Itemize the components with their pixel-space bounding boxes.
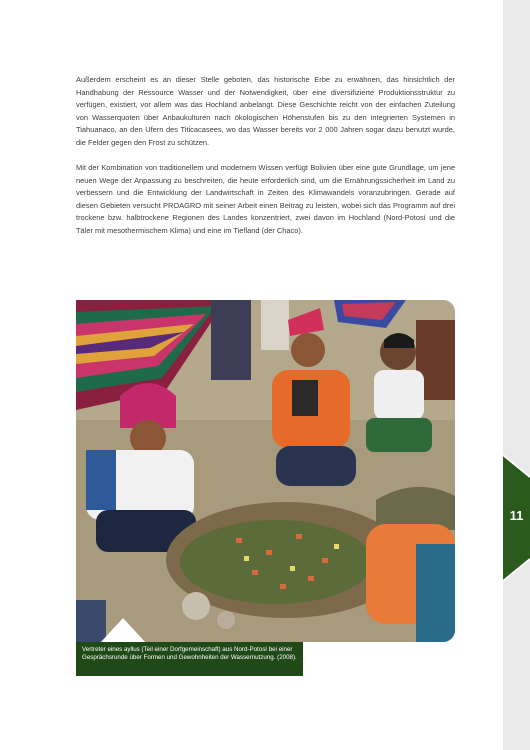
community-meeting-photo [76, 300, 455, 642]
photo-caption: Vertreter eines ayllus (Teil einer Dorfgemeinschaft) aus Nord-Potosí bei einer Gesprächsrunde über Formen und Gewohnheiten der Wassernutzung. (2008). [76, 642, 303, 676]
caption-notch [100, 618, 146, 643]
page-side-bar [503, 0, 530, 750]
body-paragraph-2: Mit der Kombination von traditionellem und modernem Wissen verfügt Bolivien über eine gute Grundlage, um jene neuen Wege der Anpassung zu beschreiten, die heute erforderlich sind, um die Ernährungssicherheit im Land zu verbessern und die Entwicklung der Landwirtschaft in Zeiten des Klimawandels voranzubringen. Gerade auf diesen Gebieten versucht PROAGRO mit seiner Arbeit einen Beitrag zu leisten, wobei sich das Programm auf drei trockene bzw. halbtrockene Regionen des Landes konzentriert, zwei davon im Hochland (Nord-Potosí und die Täler mit mesothermischem Klima) und eine im Tiefland (der Chaco). [76, 163, 455, 235]
page-number: 11 [509, 508, 524, 523]
body-paragraph-1: Außerdem erscheint es an dieser Stelle geboten, das historische Erbe zu erwähnen, das hinsichtlich der Handhabung der Ressource Wasser und der Notwendigkeit, über eine diversifizierte Produktionsstruktur zu verfügen, existiert, vor allem was das Hochland anbelangt. Diese Geschichte reicht von der einfachen Zuteilung von Wasserquoten über Anbaukulturen nach ökologischen Höhenstufen bis zu den integrierten Systemen in Tiahuanaco, an den Ufern des Titicacasees, wo das Wasser bereits vor 2 000 Jahren sogar dazu benutzt wurde, die Felder gegen den Frost zu schützen. [76, 75, 455, 147]
